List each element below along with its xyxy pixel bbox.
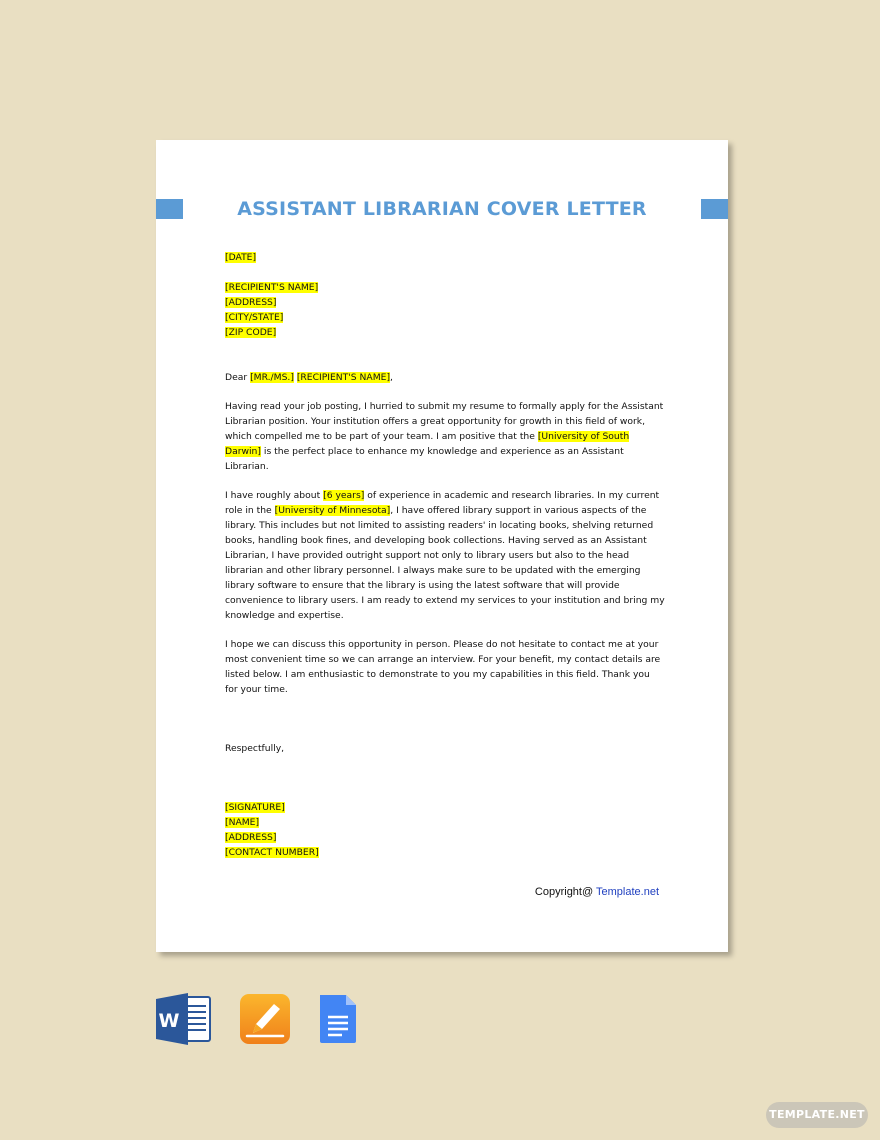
years-placeholder: [6 years] xyxy=(323,490,365,501)
paragraph-1-text-b: is the perfect place to enhance my knowledge and experience as an Assistant Librarian. xyxy=(225,446,624,472)
current-university-placeholder: [University of Minnesota] xyxy=(274,505,391,516)
recipient-address-placeholder: [ADDRESS] xyxy=(225,297,277,308)
paragraph-2-text-a: I have roughly about xyxy=(225,490,324,501)
letter-body xyxy=(225,250,665,860)
recipient-city-line xyxy=(225,310,665,325)
signature-placeholder: [SIGNATURE] xyxy=(225,802,285,813)
svg-text:W: W xyxy=(158,1010,180,1032)
google-docs-icon[interactable] xyxy=(318,993,358,1045)
date-line xyxy=(225,250,665,265)
copyright-notice xyxy=(535,886,659,898)
paragraph-2 xyxy=(225,488,665,623)
letter-title: ASSISTANT LIBRARIAN COVER LETTER xyxy=(237,198,647,220)
salutation-name-placeholder: [RECIPIENT'S NAME] xyxy=(296,372,391,383)
recipient-zip-placeholder: [ZIP CODE] xyxy=(225,327,277,338)
salutation xyxy=(225,370,665,385)
template-net-badge[interactable]: TEMPLATE.NET xyxy=(766,1102,868,1128)
paragraph-3: I hope we can discuss this opportunity in person. Please do not hesitate to contact me at your most convenient time so we can arrange an interview. For your benefit, my contact details are listed below. I am enthusiastic to demonstrate to you my capabilities in this field. Thank you for your time. xyxy=(225,639,661,695)
university-placeholder: [University of South Darwin] xyxy=(225,431,630,457)
paragraph-2-text-c: , I have offered library support in various aspects of the library. This includes but not limited to assisting readers' in locating books, shelving returned books, handling book fines, and developing book collections. Having served as an Assistant Librarian, I have provided outright support not only to library users but also to the head librarian and other library personnel. I always make sure to be updated with the emerging library software to ensure that the library is using the latest software that will provide convenience to library users. I am ready to extend my services to your institution and bring my knowledge and expertise. xyxy=(225,505,665,621)
letter-page xyxy=(156,140,728,952)
sender-address-line xyxy=(225,830,665,845)
paragraph-1 xyxy=(225,399,665,474)
salutation-title-placeholder: [MR./MS.] xyxy=(250,372,294,383)
signature-line xyxy=(225,800,665,815)
salutation-prefix: Dear xyxy=(225,372,251,383)
copyright-site-link[interactable]: Template.net xyxy=(596,886,659,898)
date-placeholder: [DATE] xyxy=(225,252,257,263)
apple-pages-icon[interactable] xyxy=(239,993,291,1045)
copyright-label: Copyright@ xyxy=(534,886,597,898)
sender-name-line xyxy=(225,815,665,830)
sender-address-placeholder: [ADDRESS] xyxy=(225,832,277,843)
contact-number-placeholder: [CONTACT NUMBER] xyxy=(225,847,319,858)
sender-contact-line xyxy=(225,845,665,860)
recipient-address-line xyxy=(225,295,665,310)
salutation-suffix: , xyxy=(390,372,393,383)
recipient-zip-line xyxy=(225,325,665,340)
sender-name-placeholder: [NAME] xyxy=(225,817,260,828)
paragraph-2-text-b: of experience in academic and research libraries. In my current role in the xyxy=(225,490,660,516)
recipient-city-placeholder: [CITY/STATE] xyxy=(225,312,284,323)
paragraph-1-text-a: Having read your job posting, I hurried to submit my resume to formally apply for the Assistant Librarian position. Your institution offers a great opportunity for growth in this field of work, which compelled me to be part of your team. I am positive that the xyxy=(225,401,664,442)
recipient-name-line xyxy=(225,280,665,295)
recipient-name-placeholder: [RECIPIENT'S NAME] xyxy=(225,282,319,293)
closing: Respectfully, xyxy=(225,743,285,754)
microsoft-word-icon[interactable] xyxy=(156,993,212,1045)
